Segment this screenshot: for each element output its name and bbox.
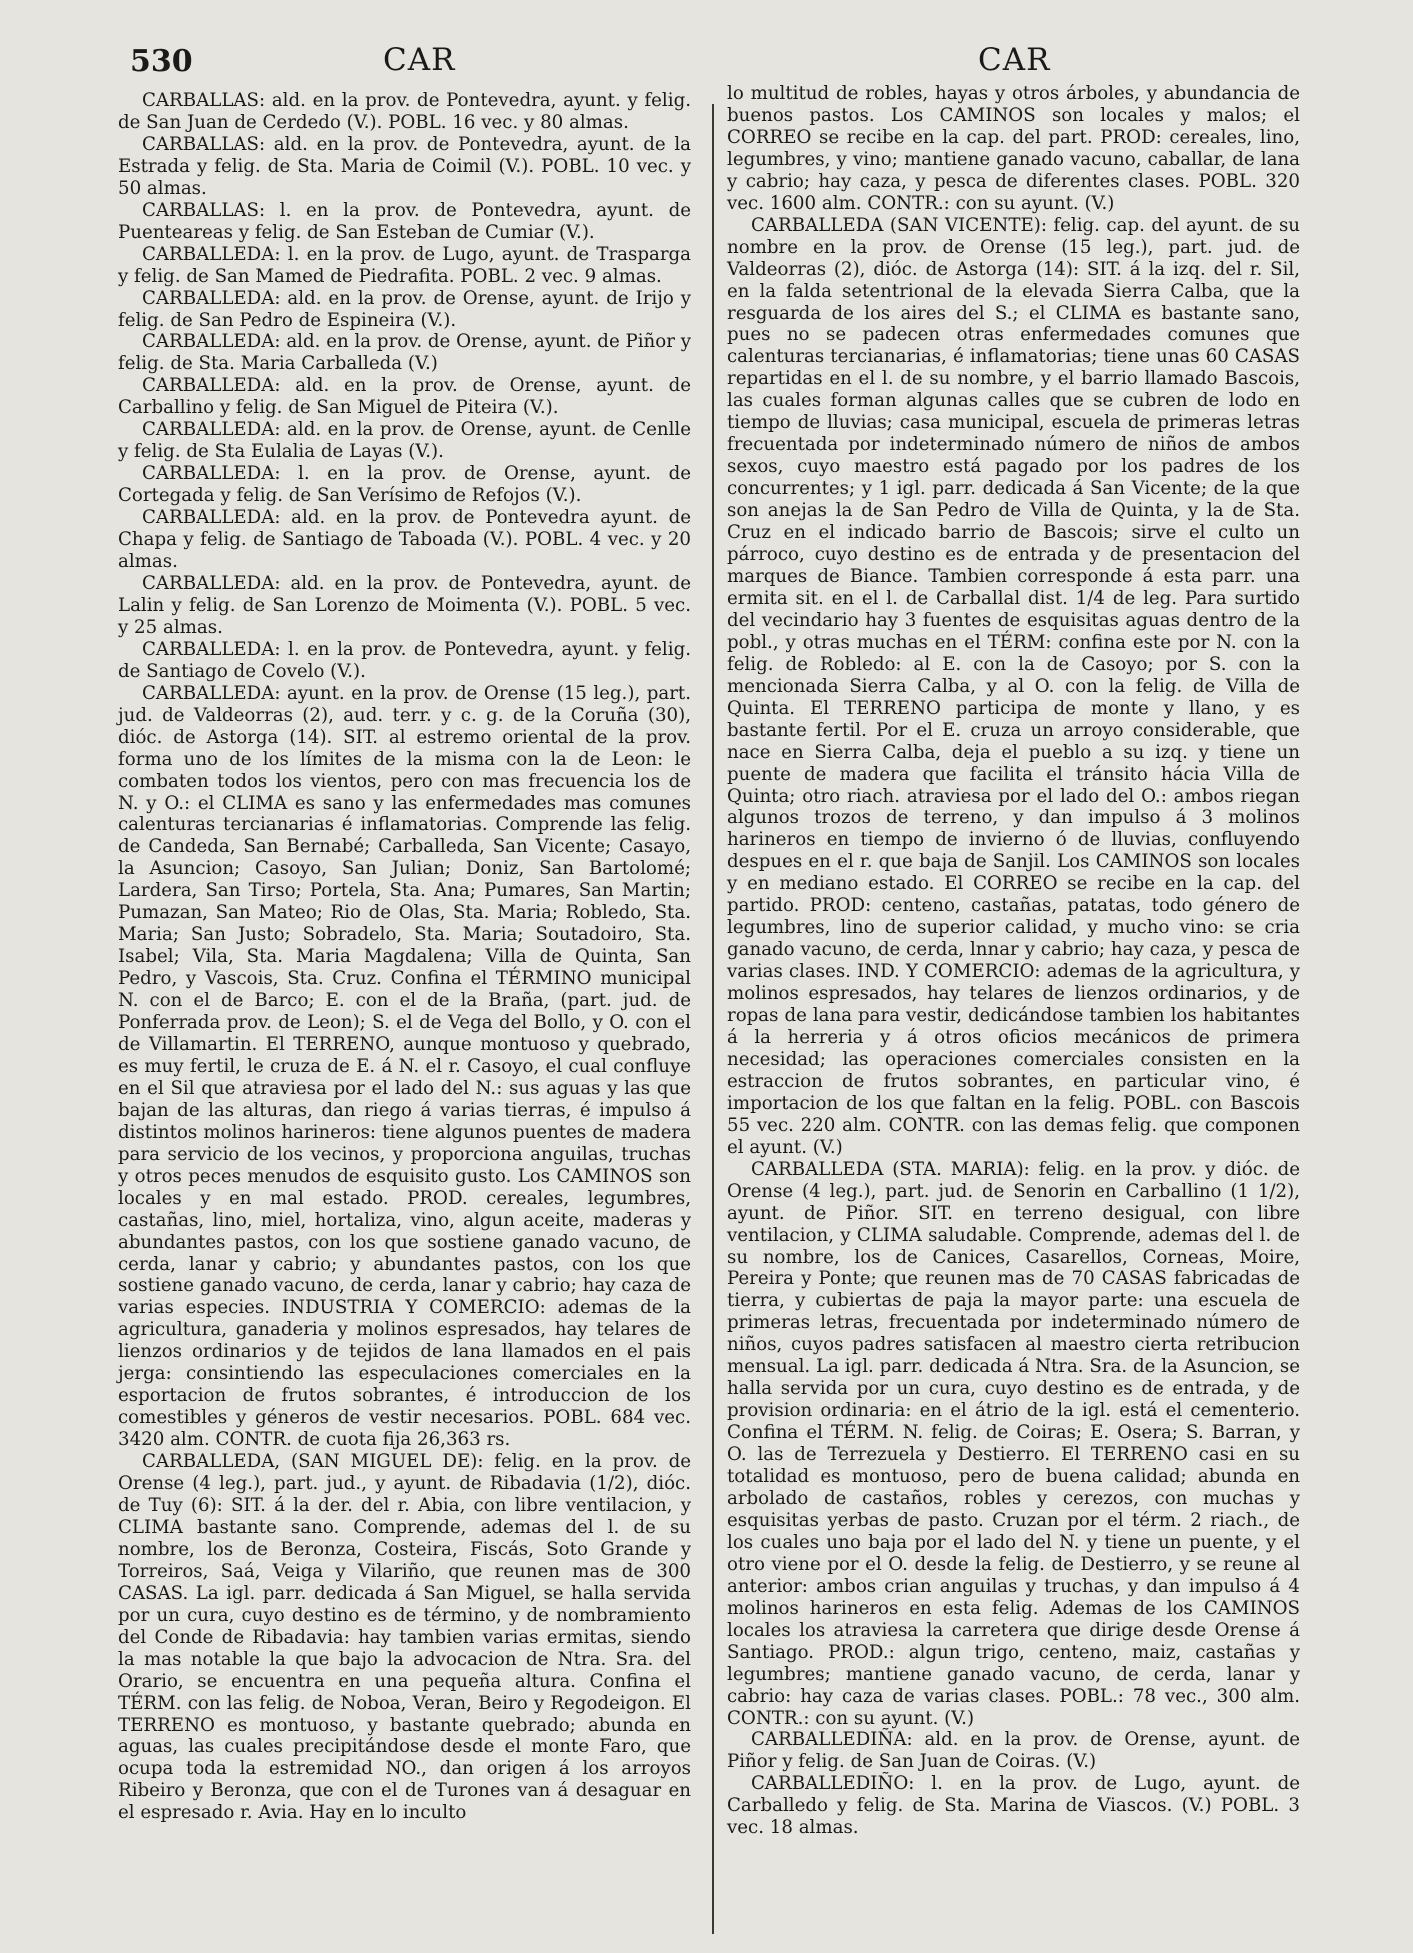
entry-carballas-coimil: CARBALLAS: ald. en la prov. de Pontevedra, ayunt. de la Estrada y felig. de Sta. Maria de Coimil (V.). POBL. 10 vec. y 50 almas. [118,133,691,199]
entry-carballeda-pinor: CARBALLEDA: ald. en la prov. de Orense, ayunt. de Piñor y felig. de Sta. Maria Carballeda (V.) [118,331,691,375]
entry-continuation: lo multitud de robles, hayas y otros árboles, y abundancia de buenos pastos. Los CAMINOS son locales y malos; el CORREO se recibe en la cap. del part. PROD: cereales, lino, legumbres, y vino; mantiene ganado vacuno, caballar, de lana y cabrio; hay caza, y pesca de diferentes clases. POBL. 320 vec. 1600 alm. CONTR.: con su ayunt. (V.) [727,83,1300,214]
entry-carballeda-sta-maria: CARBALLEDA (STA. MARIA): felig. en la prov. y dióc. de Orense (4 leg.), part. jud. de Senorin en Carballino (1 1/2), ayunt. de Piñor. SIT. en terreno desigual, con libre ventilacion, y CLIMA saludable. Comprende, ademas del l. de su nombre, los de Canices, Casarellos, Corneas, Moire, Pereira y Ponte; que reunen mas de 70 CASAS fabricadas de tierra, y cubiertas de paja la mayor parte: una escuela de primeras letras, frecuentada por indeterminado número de niños, cuyos padres satisfacen al maestro cierta retribucion mensual. La igl. parr. dedicada á Ntra. Sra. de la Asuncion, se halla servida por un cura, cuyo destino es de entrada, y de provision ordinaria: en el átrio de la igl. está el cementerio. Confina el TÉRM. N. felig. de Coiras; E. Osera; S. Barran, y O. las de Terrezuela y Destierro. El TERRENO casi en su totalidad es montuoso, pero de buena calidad; abunda en arbolado de castaños, robles y cerezos, con muchas y esquisitas yerbas de pasto. Cruzan por el térm. 2 riach., de los cuales uno baja por el lado del N. y tiene un puente, y el otro viene por el O. desde la felig. de Destierro, y se reune al anterior: ambos crian anguilas y truchas, y dan impulso á 4 molinos harineros en esta felig. Ademas de los CAMINOS locales los atraviesa la carretera que dirige desde Orense á Santiago. PROD.: algun trigo, centeno, maiz, castañas y legumbres; mantiene ganado vacuno, de cerda, lanar y cabrio: hay caza de varias clases. POBL.: 78 vec., 300 alm. CONTR.: con su ayunt. (V.) [727,1158,1300,1729]
entry-carballas-cerdedo: CARBALLAS: ald. en la prov. de Pontevedra, ayunt. y felig. de San Juan de Cerdedo (V.). POBL. 16 vec. y 80 almas. [118,90,691,133]
running-head-right: CAR [978,42,1051,78]
entry-carballeda-san-vicente: CARBALLEDA (SAN VICENTE): felig. cap. del ayunt. de su nombre en la prov. de Orense (15 leg.), part. jud. de Valdeorras (2), dióc. de Astorga (14): SIT. á la izq. del r. Sil, en la falda setentrional de la elevada Sierra Calba, que la resguarda de los aires del S.; el CLIMA es bastante sano, pues no se padecen otras enfermedades comunes que calenturas tercianarias, é inflamatorias; tiene unas 60 CASAS repartidas en el l. de su nombre, y el barrio llamado Bascois, las cuales forman algunas calles que se cubren de lodo en tiempo de lluvias; casa municipal, escuela de primeras letras frecuentada por indeterminado número de niños de ambos sexos, cuyo maestro está pagado por los padres de los concurrentes; y 1 igl. parr. dedicada á San Vicente; de la que son anejas la de San Pedro de Villa de Quinta, y la de Sta. Cruz en el indicado barrio de Bascois; sirve el culto un párroco, cuyo destino es de entrada y de presentacion del marques de Biance. Tambien corresponde á esta parr. una ermita sit. en el l. de Carballal dist. 1/4 de leg. Para surtido del vecindario hay 3 fuentes de esquisitas aguas dentro de la pobl., y otras muchas en el TÉRM: confina este por N. con la felig. de Robledo: al E. con la de Casoyo; por S. con la mencionada Sierra Calba, y al O. con la felig. de Villa de Quinta. El TERRENO participa de monte y llano, y es bastante fertil. Por el E. cruza un arroyo considerable, que nace en Sierra Calba, deja el pueblo a su izq. y tiene un puente de madera que facilita el tránsito hácia Villa de Quinta; otro riach. atraviesa por el lado del O.: ambos riegan algunos trozos de terreno, y dan impulso á 3 molinos harineros en tiempo de invierno ó de lluvias, confluyendo despues en el r. que baja de Sanjil. Los CAMINOS son locales y en mediano estado. El CORREO se recibe en la cap. del partido. PROD: centeno, castañas, patatas, todo género de legumbres, lino de superior calidad, y mucho vino: se cria ganado vacuno, de cerda, lnnar y cabrio; hay caza, y pesca de varias clases. IND. Y COMERCIO: ademas de la agricultura, y molinos espresados, hay telares de lienzos ordinarios, y de ropas de lana para vestir, dedicándose tambien los habitantes á la herreria y á otros oficios mecánicos de primera necesidad; las operaciones comerciales consisten en la estraccion de frutos sobrantes, en particular vino, é importacion de los que faltan en la felig. POBL. con Bascois 55 vec. 220 alm. CONTR. con las demas felig. que componen el ayunt. (V.) [727,214,1300,1158]
entry-carballedino: CARBALLEDIÑO: l. en la prov. de Lugo, ayunt. de Carballedo y felig. de Sta. Marina de Viascos. (V.) POBL. 3 vec. 18 almas. [727,1773,1300,1839]
entry-carballeda-san-miguel: CARBALLEDA, (SAN MIGUEL DE): felig. en la prov. de Orense (4 leg.), part. jud., y ayunt. de Ribadavia (1/2), dióc. de Tuy (6): SIT. á la der. del r. Abia, con libre ventilacion, y CLIMA bastante sano. Comprende, ademas del l. de su nombre, los de Beronza, Costeira, Fiscás, Soto Grande y Torreiros, Saá, Veiga y Vilariño, que reunen mas de 300 CASAS. La igl. parr. dedicada á San Miguel, se halla servida por un cura, cuyo destino es de término, y de nombramiento del Conde de Ribadavia: hay tambien varias ermitas, siendo la mas notable la que bajo la advocacion de Ntra. Sra. del Orario, se encuentra en una pequeña altura. Confina el TÉRM. con las felig. de Noboa, Veran, Beiro y Regodeigon. El TERRENO es montuoso, y bastante quebrado; abunda en aguas, las cuales precipitándose desde el monte Faro, que ocupa toda la estremidad NO., dan origen á los arroyos Ribeiro y Beronza, que con el de Turones van á desaguar en el espresado r. Avia. Hay en lo inculto [118,1451,691,1824]
entry-carballeda-ayuntamiento: CARBALLEDA: ayunt. en la prov. de Orense (15 leg.), part. jud. de Valdeorras (2), aud. terr. y c. g. de la Coruña (30), dióc. de Astorga (14). SIT. al estremo oriental de la prov. forma uno de los límites de la misma con la de Leon: le combaten todos los vientos, pero con mas frecuencia los de N. y O.: el CLIMA es sano y las enfermedades mas comunes calenturas tercianarias é inflamatorias. Comprende las felig. de Candeda, San Bernabé; Carballeda, San Vicente; Casayo, la Asuncion; Casoyo, San Julian; Doniz, San Bartolomé; Lardera, San Tirso; Portela, Sta. Ana; Pumares, San Martin; Pumazan, San Mateo; Rio de Olas, Sta. Maria; Robledo, Sta. Maria; San Justo; Sobradelo, Sta. Maria; Soutadoiro, Sta. Isabel; Vila, Sta. Maria Magdalena; Villa de Quinta, San Pedro, y Vascois, Sta. Cruz. Confina el TÉRMINO municipal N. con el de Barco; E. con el de la Braña, (part. jud. de Ponferrada prov. de Leon); S. el de Vega del Bollo, y O. con el de Villamartin. El TERRENO, aunque montuoso y quebrado, es muy fertil, le cruza de E. á N. el r. Casoyo, el cual confluye en el Sil que atraviesa por el lado del N.: sus aguas y las que bajan de las alturas, dan riego á varias tierras, é impulso á distintos molinos harineros: tiene algunos puentes de madera para servicio de los vecinos, y proporciona anguilas, truchas y otros peces menudos de esquisito gusto. Los CAMINOS son locales y en mal estado. PROD. cereales, legumbres, castañas, lino, miel, hortaliza, vino, algun aceite, maderas y abundantes pastos, con los que sostiene ganado vacuno, de cerda, lanar y cabrio; y abundantes pastos, con los que sostiene ganado vacuno, de cerda, lanar y cabrio; hay caza de varias especies. INDUSTRIA Y COMERCIO: ademas de la agricultura, ganaderia y molinos espresados, hay telares de lienzos ordinarios y de tejidos de lana llamados en el pais jerga: consintiendo las especulaciones comerciales en la esportacion de frutos sobrantes, é introduccion de los comestibles y géneros de vestir necesarios. POBL. 684 vec. 3420 alm. CONTR. de cuota fija 26,363 rs. [118,682,691,1451]
entry-carballeda-moimenta: CARBALLEDA: ald. en la prov. de Pontevedra, ayunt. de Lalin y felig. de San Lorenzo de Moimenta (V.). POBL. 5 vec. y 25 almas. [118,572,691,638]
right-column [727,83,1300,1839]
entry-carballeda-piedrafita: CARBALLEDA: l. en la prov. de Lugo, ayunt. de Trasparga y felig. de San Mamed de Piedrafita. POBL. 2 vec. 9 almas. [118,243,691,287]
entry-carballeda-piteira: CARBALLEDA: ald. en la prov. de Orense, ayunt. de Carballino y felig. de San Miguel de Piteira (V.). [118,375,691,419]
entry-carballeda-espineira: CARBALLEDA: ald. en la prov. de Orense, ayunt. de Irijo y felig. de San Pedro de Espineira (V.). [118,287,691,331]
entry-carballas-cumiar: CARBALLAS: l. en la prov. de Pontevedra, ayunt. de Puenteareas y felig. de San Esteban de Cumiar (V.). [118,199,691,243]
page-number: 530 [130,44,193,79]
running-head-left: CAR [383,42,456,78]
entry-carballedina: CARBALLEDIÑA: ald. en la prov. de Orense, ayunt. de Piñor y felig. de San Juan de Coiras. (V.) [727,1729,1300,1773]
entry-carballeda-refojos: CARBALLEDA: l. en la prov. de Orense, ayunt. de Cortegada y felig. de San Verísimo de Refojos (V.). [118,463,691,507]
entry-carballeda-layas: CARBALLEDA: ald. en la prov. de Orense, ayunt. de Cenlle y felig. de Sta Eulalia de Layas (V.). [118,419,691,463]
column-rule [712,104,714,1934]
entry-carballeda-covelo: CARBALLEDA: l. en la prov. de Pontevedra, ayunt. y felig. de Santiago de Covelo (V.). [118,638,691,682]
left-column [118,90,691,1824]
entry-carballeda-taboada: CARBALLEDA: ald. en la prov. de Pontevedra ayunt. de Chapa y felig. de Santiago de Taboada (V.). POBL. 4 vec. y 20 almas. [118,507,691,573]
